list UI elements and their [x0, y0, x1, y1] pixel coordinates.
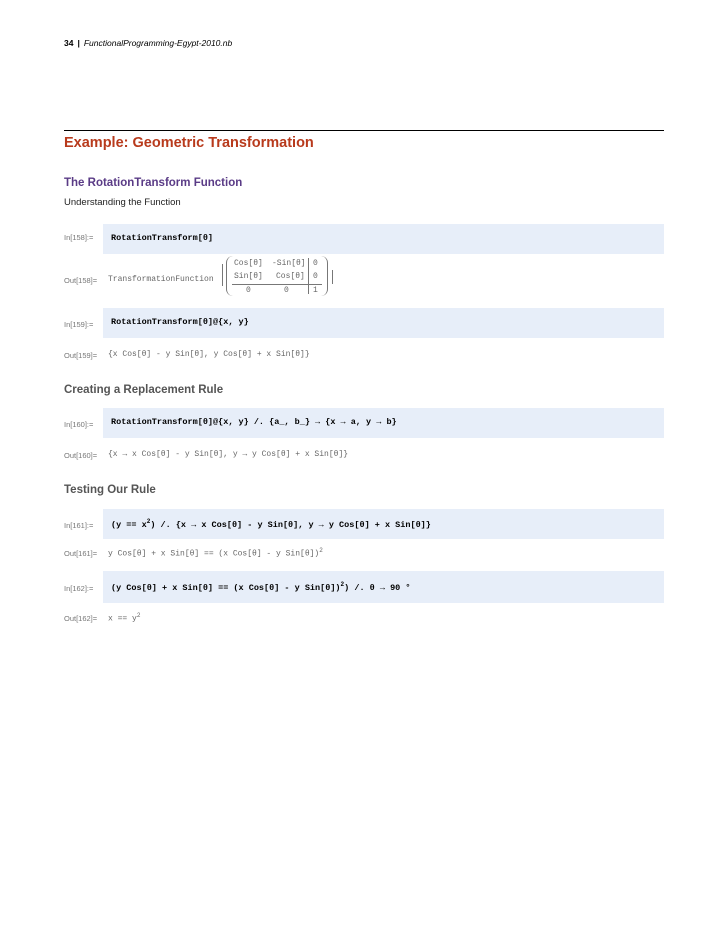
- text-understanding: Understanding the Function: [64, 197, 181, 208]
- input-cell-162[interactable]: [103, 571, 664, 603]
- rotation-matrix: [226, 256, 328, 300]
- transformation-function-head: TransformationFunction: [108, 275, 214, 284]
- matrix-cell: 0: [313, 272, 318, 281]
- output-label-162: Out[162]=: [64, 614, 98, 623]
- input-cell-160[interactable]: [103, 408, 664, 438]
- page-header: [64, 38, 232, 48]
- matrix-cell: 0: [313, 259, 318, 268]
- input-label-160: In[160]:=: [64, 420, 94, 429]
- subsection-testing-rule: Testing Our Rule: [64, 484, 156, 496]
- input-label-162: In[162]:=: [64, 584, 94, 593]
- matrix-divider-vertical: [308, 258, 309, 294]
- input-code-162-part: (y Cos[θ] + x Sin[θ] == (x Cos[θ] - y Sin[θ]): [111, 582, 341, 593]
- section-divider: [64, 130, 664, 131]
- notebook-filename: FunctionalProgramming-Egypt-2010.nb: [83, 38, 233, 48]
- input-label-159: In[159]:=: [64, 320, 94, 329]
- matrix-paren-right: [321, 256, 328, 296]
- input-code-160: RotationTransform[θ]@{x, y} /. {a_, b_} → {x → a, y → b}: [111, 417, 397, 427]
- output-text-161: [108, 547, 323, 559]
- output-label-159: Out[159]=: [64, 351, 98, 360]
- output-label-158: Out[158]=: [64, 276, 98, 285]
- output-text-160: {x → x Cos[θ] - y Sin[θ], y → y Cos[θ] + x Sin[θ]}: [108, 450, 349, 459]
- subsection-rotation-transform: The RotationTransform Function: [64, 177, 243, 189]
- matrix-divider-horizontal: [232, 284, 322, 285]
- matrix-cell: 1: [313, 286, 318, 295]
- output-bracket-right: [332, 270, 333, 284]
- input-label-158: In[158]:=: [64, 233, 94, 242]
- input-cell-161[interactable]: [103, 509, 664, 539]
- matrix-cell: 0: [284, 286, 289, 295]
- input-cell-159[interactable]: [103, 308, 664, 338]
- exponent: 2: [136, 612, 141, 619]
- output-bracket-left: [222, 264, 223, 286]
- input-code-158: RotationTransform[θ]: [111, 233, 214, 243]
- subsection-replacement-rule: Creating a Replacement Rule: [64, 384, 224, 396]
- matrix-paren-left: [226, 256, 233, 296]
- output-label-161: Out[161]=: [64, 549, 98, 558]
- output-label-160: Out[160]=: [64, 451, 98, 460]
- input-code-162: [111, 581, 410, 593]
- matrix-cell: Cos[θ]: [276, 272, 305, 281]
- exponent: 2: [146, 518, 151, 525]
- input-label-161: In[161]:=: [64, 521, 94, 530]
- output-text-162-part: x == y: [108, 614, 137, 624]
- matrix-cell: Sin[θ]: [234, 272, 263, 281]
- exponent: 2: [319, 547, 323, 554]
- page-number: 34: [64, 38, 74, 48]
- input-cell-158[interactable]: [103, 224, 664, 254]
- input-code-161-part: (y == x: [111, 519, 147, 530]
- matrix-cell: -Sin[θ]: [272, 259, 306, 268]
- output-text-159: {x Cos[θ] - y Sin[θ], y Cos[θ] + x Sin[θ]}: [108, 350, 310, 359]
- output-text-161-part: y Cos[θ] + x Sin[θ] == (x Cos[θ] - y Sin[θ]): [108, 549, 320, 559]
- input-code-161: [111, 518, 431, 530]
- matrix-cell: 0: [246, 286, 251, 295]
- output-text-162: [108, 612, 140, 624]
- input-code-161-part: ) /. {x → x Cos[θ] - y Sin[θ], y → y Cos[θ] + x Sin[θ]}: [150, 519, 431, 530]
- header-separator: |: [77, 38, 80, 48]
- exponent: 2: [340, 581, 345, 588]
- section-title: Example: Geometric Transformation: [64, 135, 314, 151]
- input-code-159: RotationTransform[θ]@{x, y}: [111, 317, 249, 327]
- matrix-cell: Cos[θ]: [234, 259, 263, 268]
- input-code-162-part: ) /. θ → 90 °: [344, 582, 411, 593]
